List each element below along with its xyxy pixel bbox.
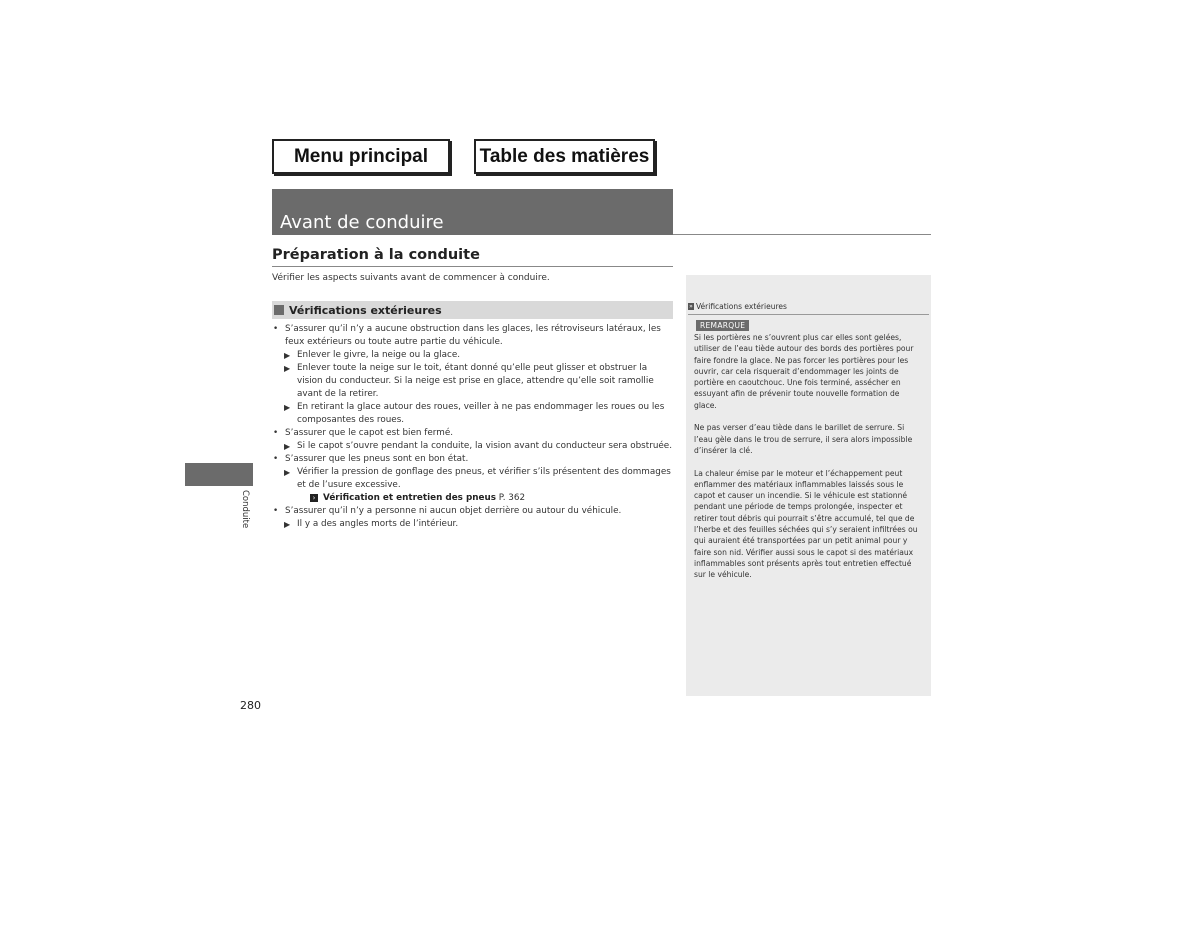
remark-badge: REMARQUE: [696, 320, 749, 331]
checklist-subitem: [272, 518, 674, 531]
triangle-bullet-icon: ▶: [284, 520, 291, 529]
checklist-item: [272, 505, 674, 518]
checklist-item: [272, 427, 674, 440]
checklist-subitem: [272, 349, 674, 362]
checklist-item: [272, 453, 674, 466]
checklist-subitem: [272, 440, 674, 453]
sidebar-header: [688, 302, 929, 315]
triangle-bullet-icon: ▶: [284, 351, 291, 360]
checklist-item-text: S’assurer qu’il n’y a personne ni aucun objet derrière ou autour du véhicule.: [285, 506, 622, 516]
checklist: [272, 323, 674, 531]
chapter-title: Avant de conduire: [280, 212, 444, 233]
bullet-icon: •: [273, 428, 279, 438]
checklist-subitem-text: Il y a des angles morts de l’intérieur.: [297, 519, 459, 529]
checklist-subitem-text: Vérifier la pression de gonflage des pneus, et vérifier s’ils présentent des dommages et de l’usure excessive.: [297, 467, 671, 490]
chapter-side-tab[interactable]: [185, 463, 253, 486]
square-bullet-icon: [274, 305, 284, 315]
triangle-bullet-icon: ▶: [284, 442, 291, 451]
sidebar-paragraph: La chaleur émise par le moteur et l’échappement peut enflammer des matériaux inflammables laissés sous le capot et causer un incendie. Si le véhicule est stationné pendant une période de temps prolongée, inspecter et retirer tout débris qui pourrait s’être accumulé, tel que de l’herbe et des feuilles séchées qui s’y seraient infiltrées ou qui auraient été transportées par un petit animal pour y faire son nid. Vérifier aussi sous le capot si des matériaux inflammables sont présents après tout entretien effectué sur le véhicule.: [694, 468, 918, 580]
checklist-subitem: [272, 362, 674, 401]
chapter-side-label: Conduite: [240, 490, 250, 529]
notes-sidebar: [686, 275, 931, 696]
cross-reference-page[interactable]: P. 362: [498, 493, 526, 503]
sidebar-body: [694, 332, 924, 592]
triangle-bullet-icon: ▶: [284, 468, 291, 477]
checklist-subitem-text: Si le capot s’ouvre pendant la conduite, la vision avant du conducteur sera obstruée.: [297, 441, 673, 451]
double-chevron-icon: »: [689, 303, 693, 310]
cross-reference-title[interactable]: Vérification et entretien des pneus: [323, 493, 496, 503]
subsection-header: [272, 301, 673, 319]
checklist-subitem: [272, 466, 674, 492]
main-menu-button[interactable]: Menu principal: [272, 139, 450, 174]
section-intro: Vérifier les aspects suivants avant de commencer à conduire.: [272, 273, 550, 283]
subsection-title: Vérifications extérieures: [289, 303, 442, 317]
checklist-subitem-text: Enlever toute la neige sur le toit, étant donné qu’elle peut glisser et obstruer la vision du conducteur. Si la neige est prise en glace, attendre qu’elle soit ramollie avant de la retirer.: [297, 363, 654, 399]
sidebar-header-text: Vérifications extérieures: [696, 302, 787, 311]
page-number: 280: [240, 699, 261, 712]
cross-reference-link[interactable]: [272, 492, 674, 505]
bullet-icon: •: [273, 324, 279, 334]
checklist-subitem-text: En retirant la glace autour des roues, veiller à ne pas endommager les roues ou les composantes des roues.: [297, 402, 665, 425]
table-of-contents-button[interactable]: Table des matières: [474, 139, 655, 174]
chapter-banner: [272, 189, 673, 235]
checklist-item-text: S’assurer que les pneus sont en bon état.: [285, 454, 469, 464]
sidebar-paragraph: Si les portières ne s’ouvrent plus car elles sont gelées, utiliser de l’eau tiède autour des bords des portières pour faire fondre la glace. Ne pas forcer les portières pour les ouvrir, car cela risquerait d’endommager les joints de portière en caoutchouc. Une fois terminé, assécher en essuyant afin de prévenir toute nouvelle formation de glace.: [694, 333, 914, 410]
checklist-subitem: [272, 401, 674, 427]
checklist-subitem-text: Enlever le givre, la neige ou la glace.: [297, 350, 461, 360]
bullet-icon: •: [273, 454, 279, 464]
checklist-item-text: S’assurer que le capot est bien fermé.: [285, 428, 454, 438]
triangle-bullet-icon: ▶: [284, 364, 291, 373]
section-title: Préparation à la conduite: [272, 247, 673, 267]
sidebar-paragraph: Ne pas verser d’eau tiède dans le barillet de serrure. Si l’eau gèle dans le trou de serrure, il sera alors impossible d’insérer la clé.: [694, 423, 913, 455]
checklist-item-text: S’assurer qu’il n’y a aucune obstruction dans les glaces, les rétroviseurs latéraux, les feux extérieurs ou toute autre partie du véhicule.: [285, 324, 661, 347]
triangle-bullet-icon: ▶: [284, 403, 291, 412]
reference-arrow-icon: ›: [310, 494, 318, 502]
checklist-item: [272, 323, 674, 349]
bullet-icon: •: [273, 506, 279, 516]
banner-rule: [673, 234, 931, 235]
